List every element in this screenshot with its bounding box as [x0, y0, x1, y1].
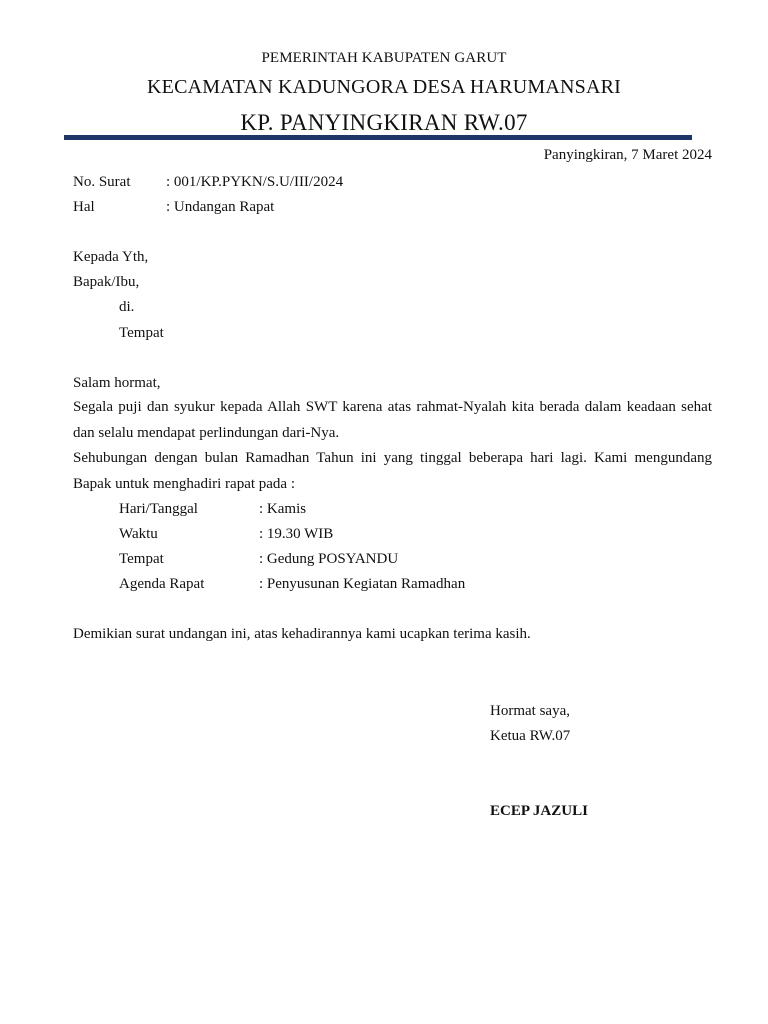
- letterhead-government: PEMERINTAH KABUPATEN GARUT: [261, 50, 507, 66]
- signature-name: ECEP JAZULI: [490, 803, 588, 819]
- letter-subject-row: [73, 199, 274, 216]
- letter-date: Panyingkiran, 7 Maret 2024: [543, 147, 712, 163]
- letter-number-row: [73, 174, 343, 191]
- recipient-line-4: Tempat: [119, 325, 164, 341]
- detail-value: : Kamis: [259, 501, 307, 517]
- letter-number-label: No. Surat: [73, 174, 131, 190]
- detail-value: : Gedung POSYANDU: [259, 551, 399, 567]
- recipient-line-2: Bapak/Ibu,: [73, 274, 140, 290]
- detail-row: [119, 551, 398, 568]
- letterhead-divider: [64, 135, 692, 140]
- body-paragraph-2: Sehubungan dengan bulan Ramadhan Tahun ini yang tinggal beberapa hari lagi. Kami mengundang Bapak untuk menghadiri rapat pada :: [73, 450, 712, 492]
- detail-row: [119, 526, 333, 543]
- signature-title: Ketua RW.07: [490, 728, 571, 744]
- letter-number-value: : 001/KP.PYKN/S.U/III/2024: [166, 174, 344, 190]
- detail-label: Tempat: [119, 551, 164, 567]
- body-paragraph-1: Segala puji dan syukur kepada Allah SWT karena atas rahmat-Nyalah kita berada dalam keadaan sehat dan selalu mendapat perlindungan dari-Nya.: [73, 399, 712, 441]
- signature-salutation: Hormat saya,: [490, 703, 570, 719]
- detail-row: [119, 501, 306, 518]
- detail-row: [119, 576, 465, 593]
- detail-value: : 19.30 WIB: [259, 526, 334, 542]
- greeting: Salam hormat,: [73, 375, 161, 391]
- letterhead-district-village: KECAMATAN KADUNGORA DESA HARUMANSARI: [147, 76, 621, 98]
- closing-sentence: Demikian surat undangan ini, atas kehadirannya kami ucapkan terima kasih.: [73, 626, 531, 642]
- letterhead-hamlet: KP. PANYINGKIRAN RW.07: [240, 110, 528, 135]
- detail-label: Waktu: [119, 526, 158, 542]
- detail-label: Hari/Tanggal: [119, 501, 198, 517]
- detail-value: : Penyusunan Kegiatan Ramadhan: [259, 576, 466, 592]
- letter-subject-value: : Undangan Rapat: [166, 199, 275, 215]
- detail-label: Agenda Rapat: [119, 576, 205, 592]
- letter-subject-label: Hal: [73, 199, 95, 215]
- recipient-line-3: di.: [119, 299, 135, 315]
- recipient-line-1: Kepada Yth,: [73, 249, 149, 265]
